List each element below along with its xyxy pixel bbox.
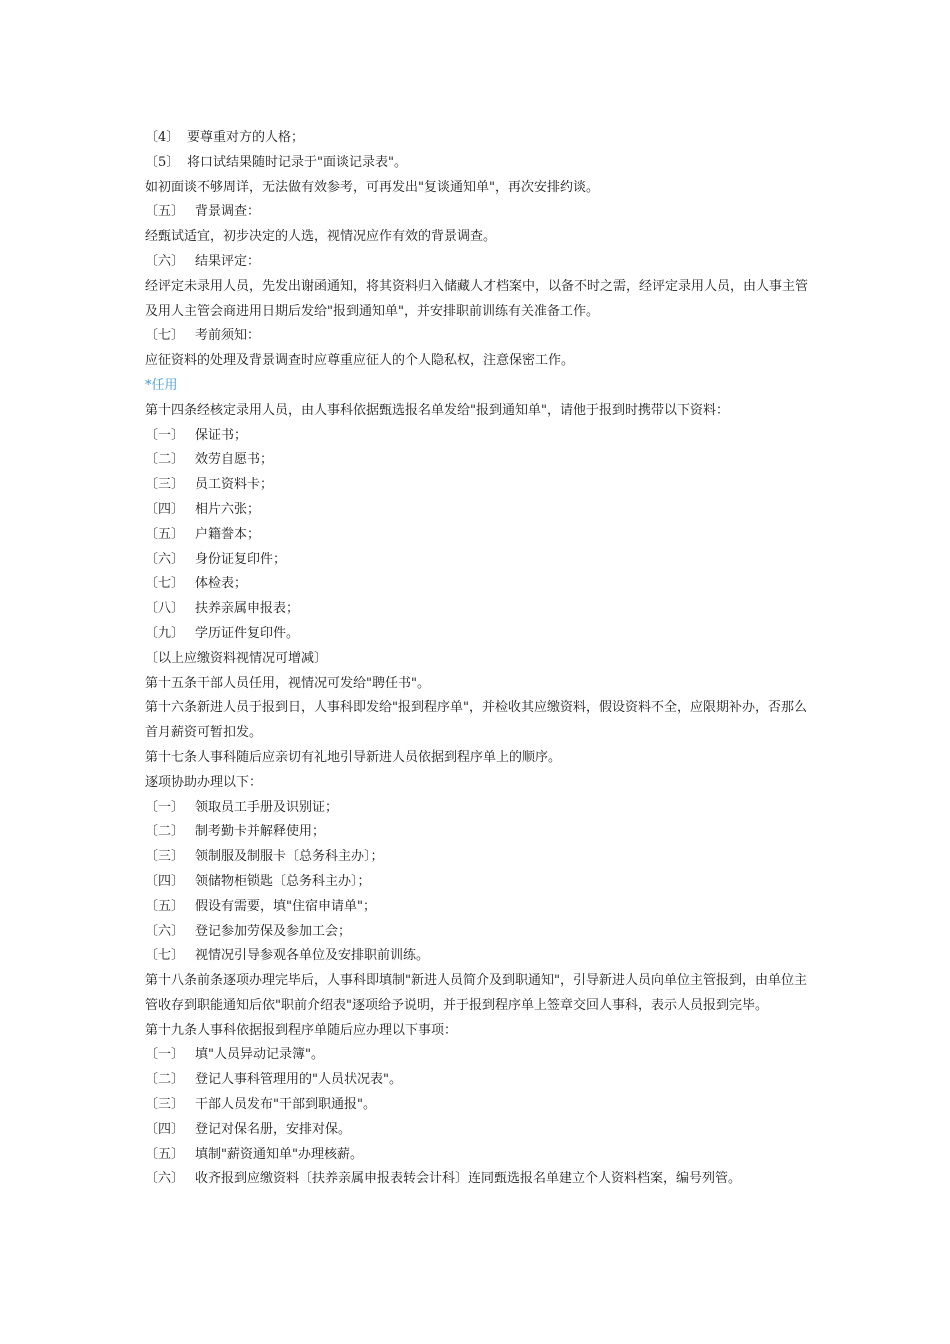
- list-item: [145, 944, 815, 969]
- list-item: [145, 1118, 815, 1143]
- list-item-number: 〔五〕: [145, 526, 185, 542]
- list-item-text: 将口试结果随时记录于"面谈记录表"。: [187, 154, 407, 170]
- list-item: [145, 424, 815, 449]
- list-item: [145, 845, 815, 870]
- list-item-text: 登记人事科管理用的"人员状况表"。: [195, 1072, 402, 1088]
- list-item-text: 填制"薪资通知单"办理核薪。: [195, 1146, 363, 1162]
- list-item: [145, 448, 815, 473]
- list-item-text: 登记对保名册，安排对保。: [195, 1121, 352, 1137]
- list-item: [145, 895, 815, 920]
- list-item: [145, 250, 815, 275]
- list-item-number: 〔五〕: [145, 898, 185, 914]
- list-item: [145, 1093, 815, 1118]
- list-item-number: 〔七〕: [145, 948, 185, 964]
- list-item-number: 〔一〕: [145, 427, 185, 443]
- list-item-number: 〔二〕: [145, 452, 185, 468]
- list-item-text: 收齐报到应缴资料〔扶养亲属申报表转会计科〕连同甄选报名单建立个人资料档案，编号列管。: [195, 1171, 742, 1187]
- section-heading: *任用: [145, 377, 178, 393]
- list-item-text: 领制服及制服卡〔总务科主办〕；: [195, 849, 384, 865]
- paragraph: 应征资料的处理及背景调查时应尊重应征人的个人隐私权，注意保密工作。: [145, 353, 575, 369]
- paragraph: 第十九条人事科依据报到程序单随后应办理以下事项：: [145, 1022, 458, 1038]
- list-item-text: 制考勤卡并解释使用；: [195, 824, 326, 840]
- list-item-text: 结果评定：: [195, 253, 261, 269]
- list-item-text: 员工资料卡；: [195, 477, 274, 493]
- list-item-text: 考前须知：: [195, 328, 261, 344]
- list-item-number: 〔七〕: [145, 328, 185, 344]
- list-item-number: 〔4〕: [145, 130, 180, 145]
- list-item: [145, 151, 815, 176]
- list-item-number: 〔三〕: [145, 849, 185, 865]
- list-item-number: 〔七〕: [145, 576, 185, 592]
- list-item-text: 填"人员异动记录簿"。: [195, 1047, 324, 1063]
- list-item-text: 视情况引导参观各单位及安排职前训练。: [195, 948, 430, 964]
- list-item: [145, 200, 815, 225]
- list-item: [145, 126, 815, 151]
- list-item: [145, 597, 815, 622]
- list-item-number: 〔一〕: [145, 1047, 185, 1063]
- list-item-number: 〔五〕: [145, 1146, 185, 1162]
- list-item-number: 〔5〕: [145, 154, 180, 170]
- list-item: [145, 820, 815, 845]
- list-item-text: 假设有需要，填"住宿申请单"；: [195, 898, 376, 914]
- list-item-number: 〔六〕: [145, 551, 185, 567]
- list-item: [145, 920, 815, 945]
- list-item: [145, 622, 815, 647]
- paragraph: 经甄试适宜，初步决定的人选，视情况应作有效的背景调查。: [145, 229, 497, 245]
- list-item: [145, 1043, 815, 1068]
- paragraph: 逐项协助办理以下：: [145, 774, 263, 790]
- paragraph: 第十七条人事科随后应亲切有礼地引导新进人员依据到程序单上的顺序。: [145, 749, 562, 765]
- paragraph: 第十六条新进人员于报到日，人事科即发给"报到程序单"，并检收其应缴资料，假设资料不全，应限期补办，否那么首月薪资可暂扣发。: [145, 700, 807, 741]
- list-item-text: 领取员工手册及识别证；: [195, 799, 339, 815]
- list-item: [145, 796, 815, 821]
- list-item-text: 干部人员发布"干部到职通报"。: [195, 1097, 376, 1113]
- list-item: [145, 324, 815, 349]
- list-item-text: 身份证复印件；: [195, 551, 287, 567]
- list-item-number: 〔二〕: [145, 824, 185, 840]
- list-item-number: 〔一〕: [145, 799, 185, 815]
- document-body: [145, 126, 815, 1192]
- list-item-text: 户籍誊本；: [195, 526, 261, 542]
- list-item: [145, 1143, 815, 1168]
- list-item-number: 〔九〕: [145, 625, 185, 641]
- list-item-number: 〔八〕: [145, 601, 185, 617]
- paragraph: 第十四条经核定录用人员，由人事科依据甄选报名单发给"报到通知单"，请他于报到时携带以下资料：: [145, 402, 729, 418]
- list-item-number: 〔五〕: [145, 204, 185, 220]
- list-item-text: 相片六张；: [195, 501, 261, 517]
- list-item: [145, 473, 815, 498]
- paragraph: 经评定未录用人员，先发出谢函通知，将其资料归入储藏人才档案中，以备不时之需，经评定录用人员，由人事主管及用人主管会商进用日期后发给"报到通知单"，并安排职前训练有关准备工作。: [145, 278, 809, 319]
- list-item-number: 〔六〕: [145, 253, 185, 269]
- list-item-number: 〔四〕: [145, 873, 185, 889]
- list-item-text: 扶养亲属申报表；: [195, 601, 300, 617]
- list-item: [145, 498, 815, 523]
- paragraph: 第十五条干部人员任用，视情况可发给"聘任书"。: [145, 675, 430, 691]
- list-item: [145, 523, 815, 548]
- list-item: [145, 1068, 815, 1093]
- list-item: [145, 548, 815, 573]
- list-item: [145, 870, 815, 895]
- list-item-number: 〔三〕: [145, 1097, 185, 1113]
- list-item-number: 〔四〕: [145, 501, 185, 517]
- list-item-number: 〔六〕: [145, 1171, 185, 1187]
- paragraph: 如初面谈不够周详，无法做有效参考，可再发出"复谈通知单"，再次安排约谈。: [145, 179, 599, 195]
- list-item-number: 〔三〕: [145, 477, 185, 493]
- list-item-text: 体检表；: [195, 576, 248, 592]
- list-item: [145, 572, 815, 597]
- list-item-number: 〔四〕: [145, 1121, 185, 1137]
- list-item-number: 〔六〕: [145, 923, 185, 939]
- list-item-text: 学历证件复印件。: [195, 625, 300, 641]
- paragraph: 第十八条前条逐项办理完毕后，人事科即填制"新进人员简介及到职通知"，引导新进人员向单位主管报到，由单位主管收存到职能通知后依"职前介绍表"逐项给予说明，并于报到程序单上签章交回人事科，表示人员报到完毕。: [145, 973, 807, 1013]
- list-item-text: 领储物柜锁匙〔总务科主办〕；: [195, 873, 371, 889]
- list-item-text: 要尊重对方的人格；: [187, 130, 305, 145]
- list-item-text: 登记参加劳保及参加工会；: [195, 923, 352, 939]
- list-item-text: 保证书；: [195, 427, 248, 443]
- list-item-text: 背景调查：: [195, 204, 261, 220]
- list-item: [145, 1167, 815, 1192]
- list-item-text: 效劳自愿书；: [195, 452, 274, 468]
- paragraph: 〔以上应缴资料视情况可增减〕: [145, 650, 328, 666]
- list-item-number: 〔二〕: [145, 1072, 185, 1088]
